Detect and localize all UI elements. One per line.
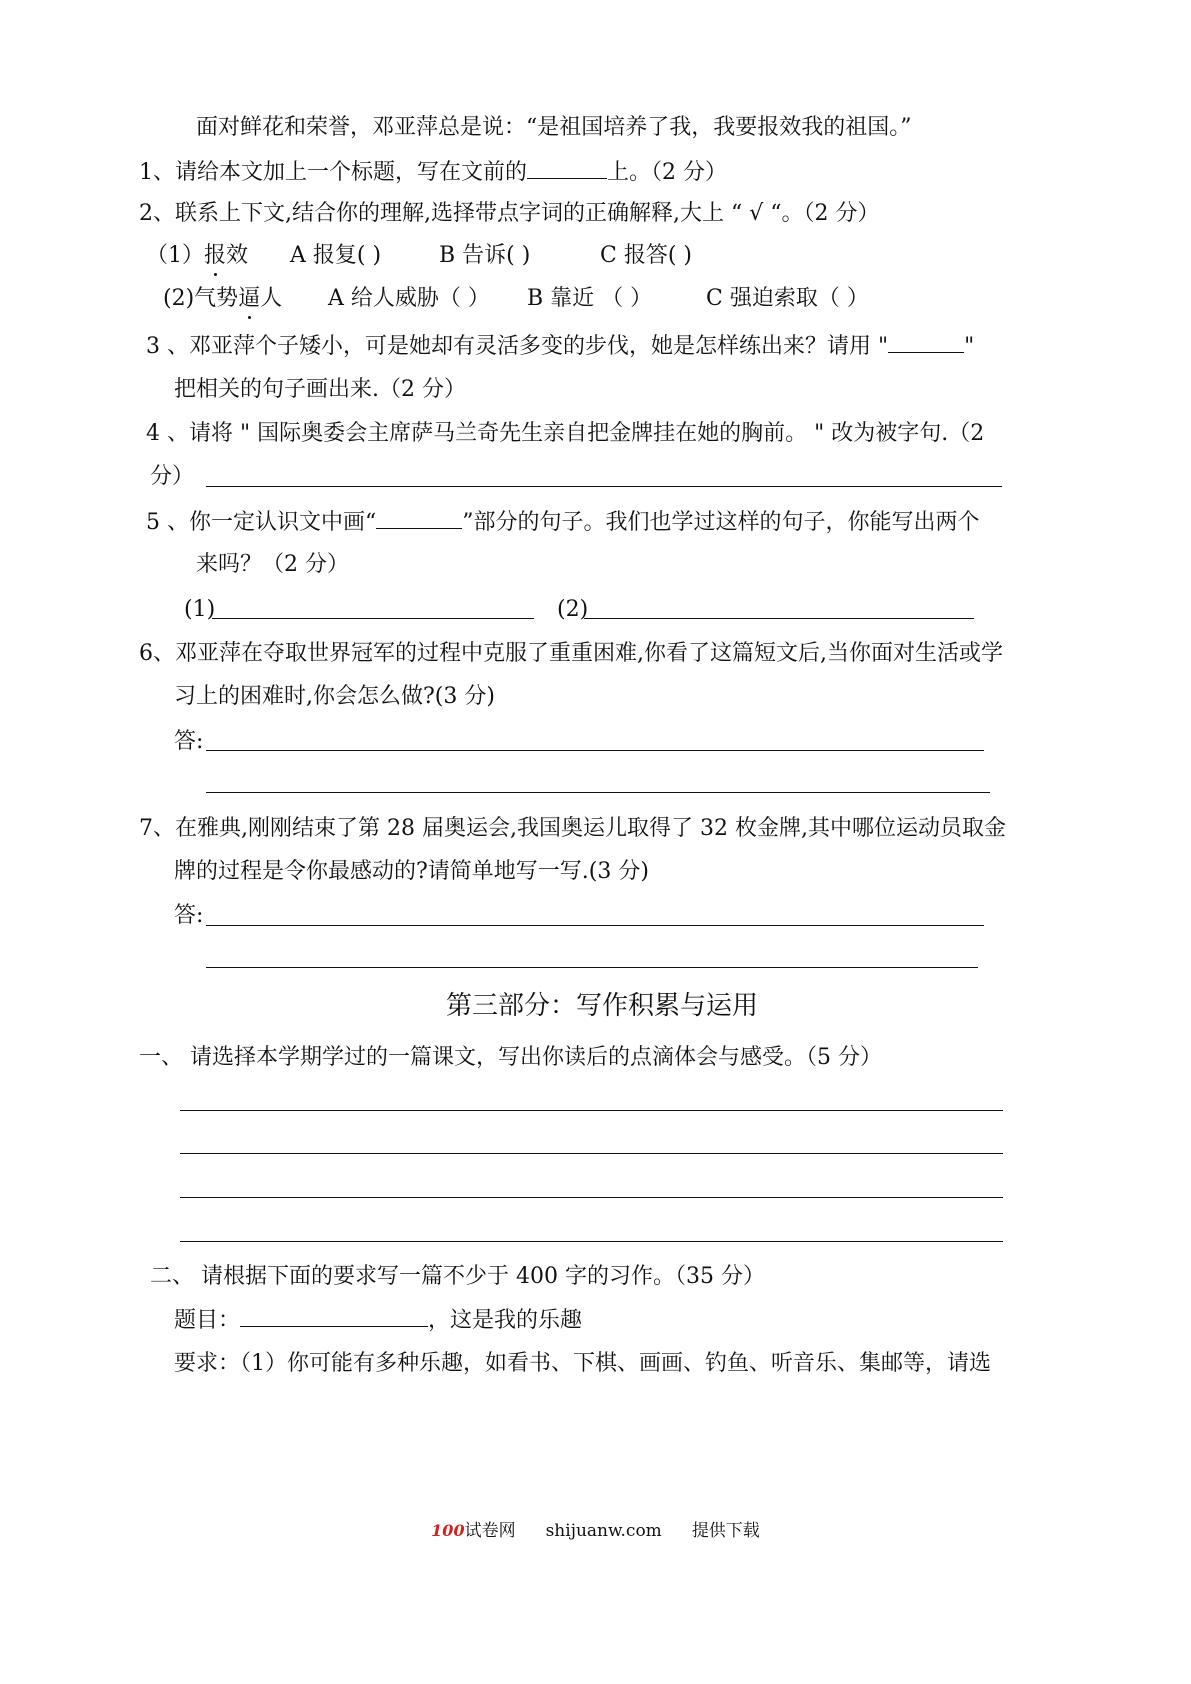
question-5-text-rest: ”部分的句子。我们也学过这样的句子，你能写出两个 (462, 510, 980, 535)
question-3-line-2: 把相关的句子画出来.（2 分） (174, 377, 466, 402)
question-5-text: 5 、你一定认识文中画“ (146, 510, 377, 535)
question-2-item-2 (163, 285, 869, 313)
answer-line[interactable] (206, 792, 990, 793)
answer-line[interactable] (206, 967, 978, 968)
answer-2-label: (2) (557, 597, 589, 622)
option-b[interactable]: B 靠近 （ ） (527, 286, 653, 311)
underline-sample (376, 508, 462, 529)
answer-1-label: (1) (184, 597, 216, 622)
answer-line[interactable] (206, 925, 984, 926)
item-word-rest: 人 (260, 286, 283, 311)
title-blank[interactable] (527, 158, 607, 179)
item-word-prefix: (2)气势 (163, 286, 239, 311)
download-note: 提供下载 (691, 1521, 760, 1541)
question-6-line-1: 6、邓亚萍在夺取世界冠军的过程中克服了重重困难,你看了这篇短文后,当你面对生活或学 (139, 641, 1003, 666)
writing-question-1: 一、 请选择本学期学过的一篇课文，写出你读后的点滴体会与感受。（5 分） (139, 1045, 882, 1070)
topic-blank[interactable] (240, 1306, 428, 1327)
topic-label: 题目： (174, 1308, 241, 1333)
site-url[interactable]: shijuanw.com (545, 1521, 662, 1541)
question-1-text: 1、请给本文加上一个标题，写在文前的 (139, 160, 527, 185)
writing-line[interactable] (180, 1110, 1003, 1111)
closing-quote: " (964, 334, 975, 359)
answer-line[interactable] (206, 750, 984, 751)
writing-line[interactable] (180, 1197, 1003, 1198)
question-7-line-2: 牌的过程是令你最感动的?请简单地写一写.(3 分) (174, 859, 649, 884)
question-4-line-1: 4 、请将 " 国际奥委会主席萨马兰奇先生亲自把金牌挂在她的胸前。 " 改为被字句.（2 (146, 421, 985, 446)
item-word-rest: 效 (226, 243, 249, 268)
question-5-line-1 (146, 508, 980, 537)
question-2: 2、联系上下文,结合你的理解,选择带点字词的正确解释,大上 “ √ “。（2 分） (139, 201, 880, 226)
option-a[interactable]: A 报复( ) (290, 243, 382, 268)
site-logo: 100 (431, 1521, 465, 1540)
question-2-item-1 (146, 242, 692, 270)
question-5-line-2: 来吗？（2 分） (196, 552, 349, 577)
question-4-line-2: 分） (150, 464, 195, 489)
underline-sample (888, 332, 964, 353)
item-number: （1） (146, 243, 204, 268)
section-title: 第三部分：写作积累与运用 (446, 991, 759, 1021)
question-1 (139, 158, 727, 187)
answer-2-line[interactable] (584, 618, 974, 619)
essay-requirements: 要求：（1）你可能有多种乐趣，如看书、下棋、画画、钓鱼、听音乐、集邮等，请选 (174, 1351, 991, 1376)
answer-1-line[interactable] (212, 618, 534, 619)
footer (0, 1520, 1191, 1542)
passage-last-line: 面对鲜花和荣誉，邓亚萍总是说：“是祖国培养了我，我要报效我的祖国。” (196, 115, 912, 140)
writing-line[interactable] (180, 1241, 1003, 1242)
question-3-line-1 (146, 332, 974, 361)
topic-text: ，这是我的乐趣 (428, 1308, 583, 1333)
writing-question-2: 二、 请根据下面的要求写一篇不少于 400 字的习作。（35 分） (150, 1264, 765, 1289)
question-3-text: 3 、邓亚萍个子矮小，可是她却有灵活多变的步伐，她是怎样练出来？请用 " (146, 334, 889, 359)
answer-line[interactable] (206, 486, 1002, 487)
answer-label: 答: (174, 729, 204, 754)
dotted-character: 逼 (238, 286, 261, 311)
dotted-character: 报 (204, 243, 227, 268)
option-a[interactable]: A 给人威胁（ ） (328, 286, 490, 311)
question-6-line-2: 习上的困难时,你会怎么做?(3 分) (174, 684, 495, 709)
answer-label: 答: (174, 903, 204, 928)
option-c[interactable]: C 强迫索取（ ） (706, 286, 869, 311)
option-b[interactable]: B 告诉( ) (439, 243, 531, 268)
question-7-line-1: 7、在雅典,刚刚结束了第 28 届奥运会,我国奥运儿取得了 32 枚金牌,其中哪位运动员取金 (139, 816, 1006, 841)
question-1-score: 上。（2 分） (607, 160, 727, 185)
site-name: 试卷网 (464, 1521, 516, 1541)
writing-line[interactable] (180, 1153, 1003, 1154)
essay-topic (174, 1306, 582, 1335)
option-c[interactable]: C 报答( ) (600, 243, 692, 268)
